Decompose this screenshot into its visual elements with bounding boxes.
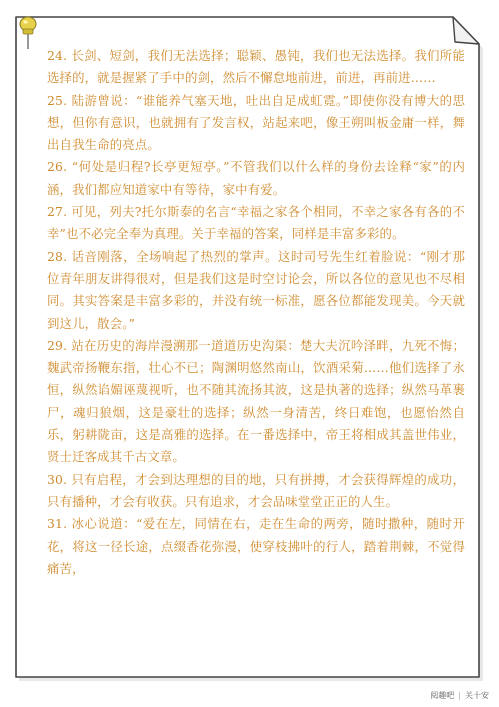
paragraph-27: 27. 可见，列夫?托尔斯泰的名言“幸福之家各个相同，不幸之家各有各的不幸”也不必完全奉为真理。关于幸福的答案，同样是丰富多彩的。 [47, 204, 465, 242]
paragraph-31: 31. 冰心说道：“爱在左，同情在右，走在生命的两旁，随时撒种，随时开花，将这一径长途，点缀香花弥漫，使穿枝拂叶的行人，踏着荆棘，不觉得痛苦， [47, 516, 465, 576]
paragraph-25: 25. 陆游曾说：“谁能养气塞天地，吐出自足成虹霓。”即使你没有博大的思想，但你有意识，也就拥有了发言权，站起来吧，像王朔叫板金庸一样，舞出自我生命的亮点。 [47, 92, 465, 153]
paragraph-30: 30. 只有启程，才会到达理想的目的地，只有拼搏，才会获得辉煌的成功，只有播种，才会有收获。只有追求，才会品味堂堂正正的人生。 [47, 471, 465, 509]
footer-source: 阅趣吧 [430, 691, 455, 700]
footer-attribution [430, 690, 489, 701]
paragraph-26: 26. “何处是归程?长亭更短亭。”不管我们以什么样的身份去诠释“家”的内涵，我们都应知道家中有等待，家中有爱。 [47, 159, 465, 197]
paragraph-24: 24. 长剑、短剑，我们无法选择；聪颖、愚钝，我们也无法选择。我们所能选择的，就是握紧了手中的剑，然后不懈怠地前进，前进，再前进…… [47, 48, 465, 86]
footer-separator: | [458, 691, 461, 700]
paragraph-28: 28. 话音刚落，全场响起了热烈的掌声。这时司号先生红着脸说：“刚才那位青年朋友讲得很对，但是我们这是时空讨论会，所以各位的意见也不尽相同。其实答案是丰富多彩的，并没有统一标准，愿各位都能发现美。今天就到这儿，散会。” [47, 248, 465, 331]
document-sheet [15, 16, 485, 681]
footer-author: 关十安 [465, 691, 489, 700]
quote-list [47, 45, 465, 580]
pushpin-icon [17, 16, 39, 50]
paragraph-29: 29. 站在历史的海岸漫溯那一道道历史沟渠：楚大夫沉吟泽畔，九死不悔；魏武帝扬鞭东指，壮心不已；陶渊明悠然南山，饮酒采菊……他们选择了永恒，纵然谄媚诬蔑视听，也不随其流扬其波，这是执著的选择；纵然马革裹尸，魂归狼烟，这是豪壮的选择；纵然一身清苦，终日难饱，也愿怡然自乐，躬耕陇亩，这是高雅的选择。在一番选择中，帝王将相成其盖世伟业，贤士迁客成其千古文章。 [47, 337, 465, 465]
